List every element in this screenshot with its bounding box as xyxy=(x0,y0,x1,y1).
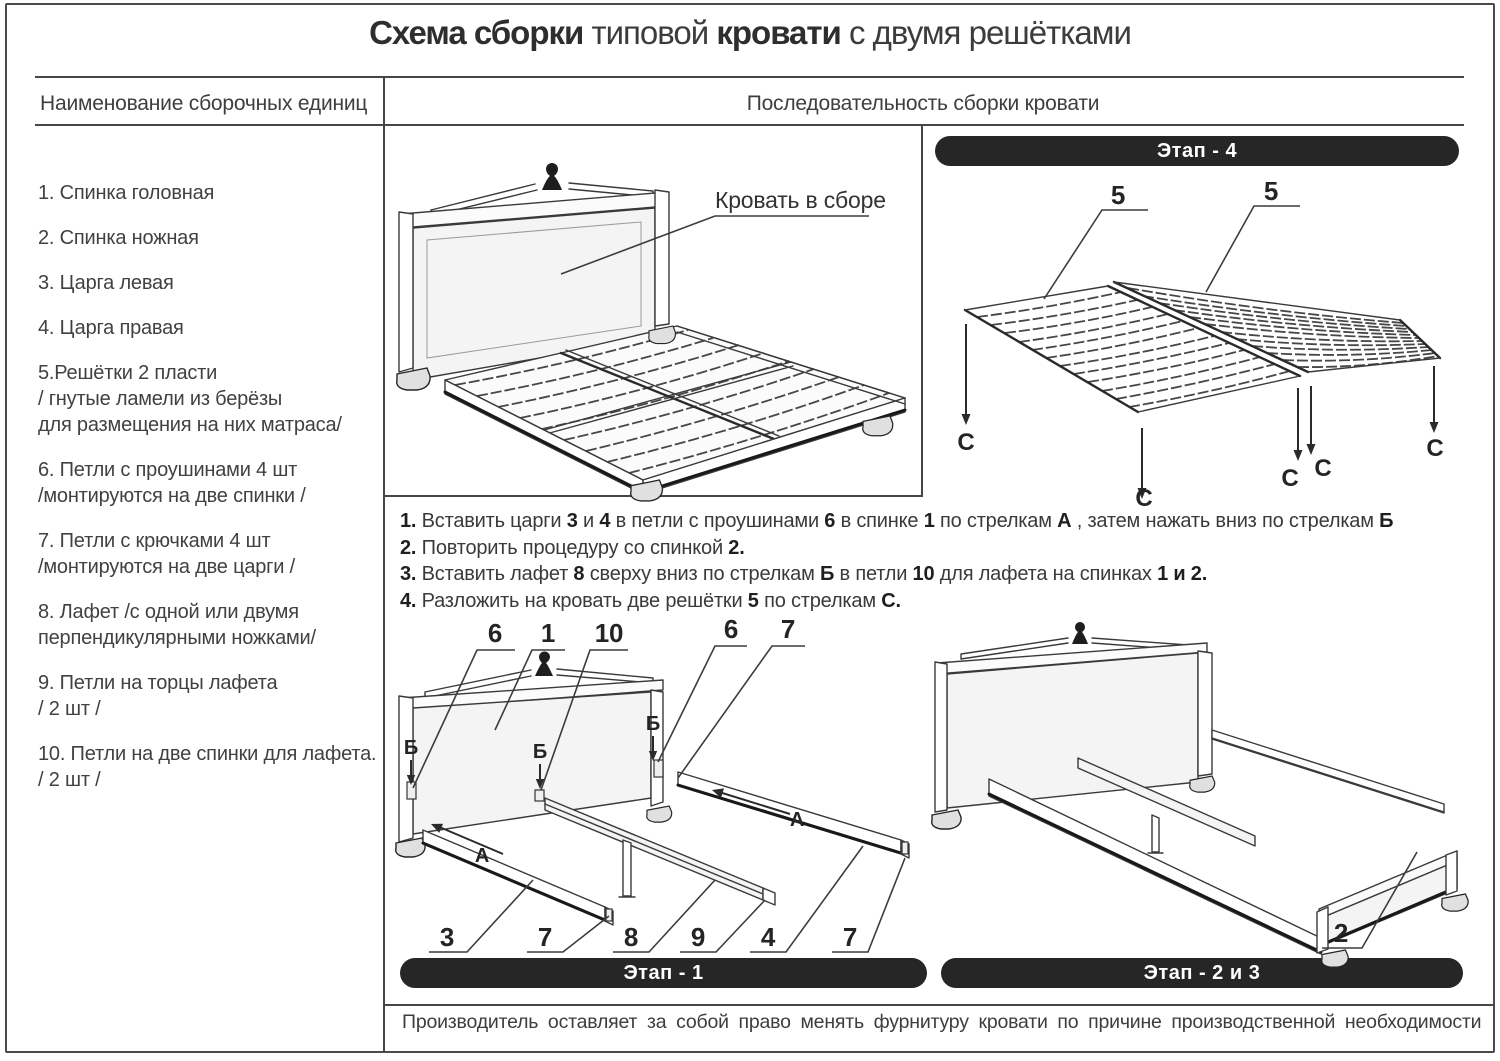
arrow-c-label-5: С xyxy=(1426,435,1444,462)
header-rule xyxy=(35,124,1464,126)
arrow-b-label-2: Б xyxy=(532,741,548,763)
instruction-line-3 xyxy=(400,561,1480,588)
title-seg-1: Схема сборки xyxy=(369,14,584,51)
instruction-text: для лафета на спинках xyxy=(934,563,1158,585)
stage23-panel xyxy=(932,612,1492,956)
parts-list-line: / гнутые ламели из берёзы xyxy=(38,388,283,410)
instruction-ref: С. xyxy=(881,589,901,612)
callout-8: 8 xyxy=(623,922,639,952)
instruction-text: Вставить лафет xyxy=(416,563,574,585)
parts-list-line: 4. Царга правая xyxy=(38,317,184,339)
instruction-line-4 xyxy=(400,588,1480,615)
callout-1: 1 xyxy=(540,618,556,648)
slat-bases-drawing xyxy=(965,282,1440,412)
instruction-ref: 1. xyxy=(400,510,417,532)
stage4-panel xyxy=(930,168,1492,512)
callout-6a: 6 xyxy=(487,618,503,648)
callout-7c: 7 xyxy=(842,922,858,952)
arrow-b-label-1: Б xyxy=(403,737,419,759)
parts-list-line: 10. Петли на две спинки для лафета. xyxy=(38,743,377,765)
title-rule xyxy=(35,76,1464,78)
parts-list-item-7 xyxy=(38,528,386,580)
parts-list-line: / 2 шт / xyxy=(38,769,101,791)
arrow-c-label-1: С xyxy=(957,429,975,456)
title-seg-2: типовой xyxy=(583,14,717,51)
instruction-ref: 1 xyxy=(923,510,935,532)
parts-list-item-6 xyxy=(38,457,386,509)
instruction-line-2 xyxy=(400,535,1480,562)
footer-note: Производитель оставляет за собой право менять фурнитуру кровати по причине производственной необходимости xyxy=(402,1011,1482,1033)
arrow-c-label-2: С xyxy=(1135,485,1153,512)
instruction-text: по стрелкам xyxy=(758,589,882,612)
instruction-text: сверху вниз по стрелкам xyxy=(584,563,820,585)
instruction-text: в спинке xyxy=(835,510,924,532)
instruction-ref: 3. xyxy=(400,563,417,585)
stage1-panel xyxy=(385,612,922,956)
callout-7a: 7 xyxy=(780,614,796,644)
instruction-ref: 6 xyxy=(824,510,836,532)
callout-7b: 7 xyxy=(537,922,553,952)
assembled-bed-drawing xyxy=(397,163,905,501)
parts-list-item-10 xyxy=(38,741,386,793)
parts-list-item-9 xyxy=(38,670,386,722)
parts-list-line: /монтируются на две царги / xyxy=(38,556,295,578)
page-title xyxy=(0,14,1500,52)
callout-9: 9 xyxy=(690,922,706,952)
instruction-ref: 3 xyxy=(566,510,578,532)
stage23-drawing xyxy=(932,622,1468,967)
parts-list-line: / 2 шт / xyxy=(38,698,101,720)
slat-base-callout-5b: 5 xyxy=(1263,176,1279,206)
parts-list-line: 3. Царга левая xyxy=(38,272,174,294)
assembled-bed-label: Кровать в сборе xyxy=(715,187,886,213)
instruction-ref: 8 xyxy=(573,563,585,585)
parts-list-item-5 xyxy=(38,360,386,438)
instruction-line-1 xyxy=(400,508,1480,535)
parts-list-line: 5.Решётки 2 пласти xyxy=(38,362,218,384)
instruction-text: по стрелкам xyxy=(934,510,1058,532)
parts-list xyxy=(38,180,386,793)
left-column-header: Наименование сборочных единиц xyxy=(40,92,368,115)
arrow-b-label-3: Б xyxy=(645,713,661,735)
assembly-instructions xyxy=(400,508,1480,614)
title-seg-3: кровати xyxy=(716,14,841,51)
parts-list-item-3 xyxy=(38,270,386,296)
assembled-panel-right-border xyxy=(921,126,923,496)
instruction-text: Вставить царги xyxy=(416,510,567,532)
instruction-ref: Б xyxy=(1379,510,1394,532)
instruction-ref: 1 и 2. xyxy=(1157,563,1208,585)
footer-rule xyxy=(383,1004,1493,1006)
instruction-text: Разложить на кровать две решётки xyxy=(416,589,748,612)
parts-list-line: 7. Петли с крючками 4 шт xyxy=(38,530,271,552)
stage4-callouts xyxy=(957,176,1443,512)
instruction-ref: 4 xyxy=(599,510,611,532)
stage23-badge: Этап - 2 и 3 xyxy=(941,958,1463,988)
arrow-c-label-3: С xyxy=(1281,465,1299,492)
callout-6b: 6 xyxy=(723,614,739,644)
instruction-ref: 2. xyxy=(400,536,417,559)
instruction-text: Повторить процедуру со спинкой xyxy=(416,536,729,559)
instruction-ref: А xyxy=(1057,510,1072,532)
parts-list-line: 6. Петли с проушинами 4 шт xyxy=(38,459,298,481)
instruction-text: в петли с проушинами xyxy=(610,510,825,532)
callout-3: 3 xyxy=(439,922,455,952)
parts-list-item-4 xyxy=(38,315,386,341)
arrow-c-label-4: С xyxy=(1314,455,1332,482)
parts-list-line: 1. Спинка головная xyxy=(38,182,215,204)
arrow-a-label-1: А xyxy=(474,845,490,867)
instruction-text: , затем нажать вниз по стрелкам xyxy=(1071,510,1380,532)
instruction-text: и xyxy=(577,510,600,532)
parts-list-line: 8. Лафет /с одной или двумя xyxy=(38,601,299,623)
parts-list-item-8 xyxy=(38,599,386,651)
slat-base-callout-5a: 5 xyxy=(1110,180,1126,210)
title-seg-4: с двумя решётками xyxy=(840,14,1131,51)
arrow-a-label-2: А xyxy=(789,809,805,831)
parts-list-item-2 xyxy=(38,225,386,251)
instruction-ref: 5 xyxy=(747,589,759,612)
stage1-drawing xyxy=(396,652,909,926)
parts-list-line: для размещения на них матраса/ xyxy=(38,414,342,436)
parts-list-line: перпендикулярными ножками/ xyxy=(38,627,316,649)
instruction-ref: Б xyxy=(820,563,835,585)
callout-10: 10 xyxy=(594,618,624,648)
instruction-ref: 2. xyxy=(728,536,745,559)
assembled-bed-panel xyxy=(385,128,921,494)
instruction-ref: 4. xyxy=(400,589,417,612)
parts-list-line: 9. Петли на торцы лафета xyxy=(38,672,278,694)
callout-4: 4 xyxy=(760,922,776,952)
right-column-header: Последовательность сборки кровати xyxy=(746,92,1100,115)
parts-list-item-1 xyxy=(38,180,386,206)
stage4-badge: Этап - 4 xyxy=(935,136,1459,166)
instruction-text: в петли xyxy=(834,563,913,585)
stage1-badge: Этап - 1 xyxy=(400,958,927,988)
callout-2: 2 xyxy=(1333,918,1349,948)
instruction-ref: 10 xyxy=(912,563,935,585)
parts-list-line: /монтируются на две спинки / xyxy=(38,485,306,507)
parts-list-line: 2. Спинка ножная xyxy=(38,227,199,249)
